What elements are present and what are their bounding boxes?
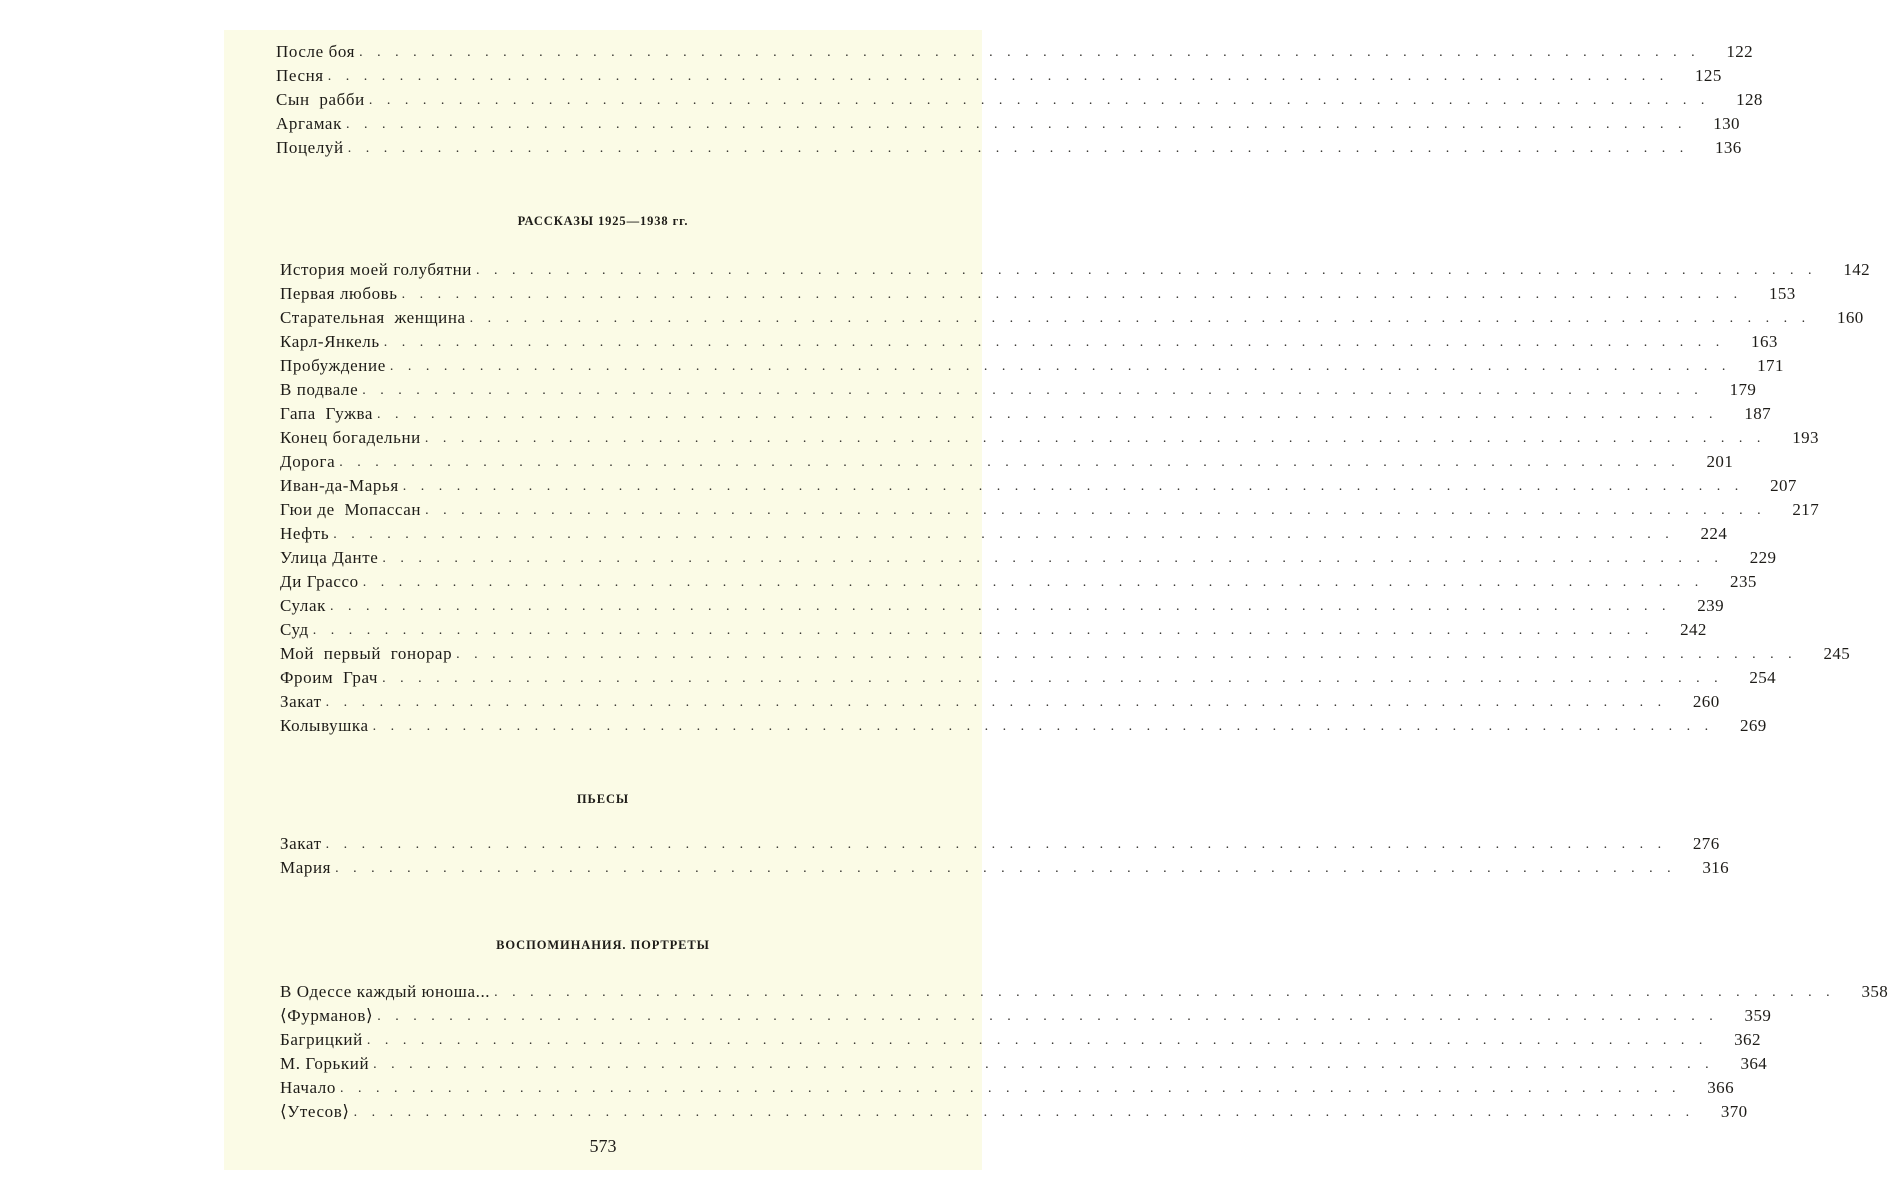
toc-entry-title: Песня (276, 66, 324, 85)
toc-entry (280, 664, 1777, 688)
toc-entry-title: Старательная женщина (280, 308, 466, 327)
toc-entry-page: 316 (1702, 858, 1730, 877)
dot-leader: ........................................................................... (494, 985, 1845, 1000)
dot-leader: ........................................................................... (339, 1081, 1690, 1096)
dot-leader: ........................................................................... (362, 575, 1713, 590)
toc-entry-title: ⟨Фурманов⟩ (280, 1006, 374, 1025)
toc-entry-page: 370 (1720, 1102, 1748, 1121)
toc-entry-title: Первая любовь (280, 284, 398, 303)
toc-entry-page: 235 (1730, 572, 1757, 591)
toc-entry-page: 224 (1700, 524, 1728, 543)
toc-entry-title: Иван-да-Марья (280, 476, 399, 495)
page-number: 573 (589, 1136, 617, 1156)
dot-leader: ........................................................................... (424, 431, 1775, 446)
toc-entry-page: 245 (1823, 644, 1851, 663)
toc-entry (280, 520, 1728, 544)
toc-entry (280, 448, 1734, 472)
toc-entry (280, 830, 1720, 854)
toc-entry-title: Суд (280, 620, 309, 639)
toc-entry-page: 366 (1707, 1078, 1734, 1097)
toc-entry-title: Фроим Грач (280, 668, 379, 687)
toc-entry-page: 136 (1715, 138, 1742, 157)
dot-leader: ........................................................................... (335, 861, 1686, 876)
toc-entry (276, 38, 1754, 62)
dot-leader: ........................................................................... (377, 407, 1728, 422)
toc-entry-title: Мой первый гонорар (280, 644, 453, 663)
book-page (224, 30, 1888, 1170)
toc-entry-title: Конец богадельни (280, 428, 421, 447)
toc-entry (280, 688, 1720, 712)
toc-entry-page: 128 (1736, 90, 1763, 109)
toc-entry (280, 472, 1797, 496)
toc-entry-title: Сулак (280, 596, 326, 615)
dot-leader: ........................................................................... (345, 117, 1696, 132)
dot-leader: ........................................................................... (401, 287, 1752, 302)
toc-entry-page: 207 (1770, 476, 1797, 495)
toc-entry (280, 496, 1820, 520)
toc-entry (280, 328, 1778, 352)
dot-leader: ........................................................................... (456, 647, 1807, 662)
toc-entry-title: Закат (280, 692, 322, 711)
toc-entry-page: 269 (1739, 716, 1767, 735)
toc-entry-title: Пробуждение (280, 356, 386, 375)
toc-entry (276, 86, 1763, 110)
dot-leader: ........................................................................... (476, 263, 1827, 278)
toc-entry-title: Поцелуй (276, 138, 344, 157)
toc-entry-page: 125 (1695, 66, 1722, 85)
toc-entry (276, 110, 1740, 134)
toc-entry (280, 1026, 1761, 1050)
toc-entry-page: 364 (1740, 1054, 1768, 1073)
toc-entry-title: Закат (280, 834, 322, 853)
toc-entry-title: В Одессе каждый юноша... (280, 982, 491, 1001)
toc-entry-page: 171 (1757, 356, 1784, 375)
section-heading: ПЬЕСЫ (576, 792, 630, 806)
toc-entry (280, 640, 1851, 664)
section-heading: РАССКАЗЫ 1925—1938 гг. (517, 214, 689, 228)
toc-entry (280, 1050, 1768, 1074)
toc-entry-page: 362 (1734, 1030, 1761, 1049)
dot-leader: ........................................................................... (362, 383, 1713, 398)
toc-entry-title: После боя (276, 42, 356, 61)
toc-entry (280, 256, 1871, 280)
dot-leader: ........................................................................... (312, 623, 1663, 638)
toc-entry-page: 217 (1792, 500, 1820, 519)
toc-entry (280, 424, 1819, 448)
dot-leader: ........................................................................... (425, 503, 1776, 518)
toc-entry (280, 1002, 1772, 1026)
toc-entry-page: 359 (1744, 1006, 1772, 1025)
dot-leader: ........................................................................... (372, 719, 1723, 734)
toc-entry-page: 276 (1692, 834, 1720, 853)
toc-entry (280, 592, 1724, 616)
toc-entry (280, 400, 1772, 424)
dot-leader: ........................................................................... (359, 45, 1710, 60)
dot-leader: ........................................................................... (325, 695, 1676, 710)
section-heading: ВОСПОМИНАНИЯ. ПОРТРЕТЫ (496, 938, 710, 952)
dot-leader: ........................................................................... (366, 1033, 1717, 1048)
dot-leader: ........................................................................... (339, 455, 1690, 470)
toc-entry-title: Аргамак (276, 114, 342, 133)
toc-entry (280, 1074, 1734, 1098)
toc-entry-title: Мария (280, 858, 332, 877)
dot-leader: ........................................................................... (382, 551, 1733, 566)
toc-entry-title: Дорога (280, 452, 336, 471)
toc-entry (280, 280, 1796, 304)
dot-leader: ........................................................................... (373, 1057, 1724, 1072)
toc-entry (280, 978, 1888, 1002)
dot-leader: ........................................................................... (325, 837, 1676, 852)
dot-leader: ........................................................................... (368, 93, 1719, 108)
dot-leader: ........................................................................... (469, 311, 1820, 326)
toc-entry-page: 260 (1692, 692, 1720, 711)
toc-entry-title: История моей голубятни (280, 260, 473, 279)
toc-entry-page: 193 (1792, 428, 1819, 447)
toc-entry (280, 854, 1730, 878)
dot-leader: ........................................................................... (333, 527, 1684, 542)
dot-leader: ........................................................................... (382, 671, 1733, 686)
dot-leader: ........................................................................... (402, 479, 1753, 494)
toc-entry-page: 187 (1744, 404, 1772, 423)
toc-entry-title: Карл-Янкель (280, 332, 380, 351)
toc-entry (276, 62, 1722, 86)
toc-entry-title: Ди Грассо (280, 572, 359, 591)
toc-entry-title: Гапа Гужва (280, 404, 374, 423)
toc-entry-page: 358 (1861, 982, 1888, 1001)
toc-entry-page: 201 (1706, 452, 1734, 471)
dot-leader: ........................................................................... (377, 1009, 1728, 1024)
toc-entry-page: 130 (1713, 114, 1740, 133)
toc-entry-page: 239 (1697, 596, 1724, 615)
toc-entry-page: 163 (1751, 332, 1778, 351)
toc-entry-page: 242 (1680, 620, 1707, 639)
toc-entry-title: Улица Данте (280, 548, 379, 567)
toc-entry (276, 134, 1742, 158)
toc-entry-page: 153 (1768, 284, 1796, 303)
toc-entry-page: 229 (1749, 548, 1777, 567)
toc-entry (280, 304, 1864, 328)
toc-entry-title: М. Горький (280, 1054, 370, 1073)
dot-leader: ........................................................................... (347, 141, 1698, 156)
dot-leader: ........................................................................... (327, 69, 1678, 84)
toc-entry-title: Сын рабби (276, 90, 365, 109)
toc-entry-page: 122 (1726, 42, 1754, 61)
toc-entry (280, 616, 1707, 640)
toc-entry-page: 160 (1836, 308, 1864, 327)
toc-entry-title: В подвале (280, 380, 359, 399)
toc-entry-title: Нефть (280, 524, 330, 543)
toc-entry-title: Колывушка (280, 716, 369, 735)
toc-entry (280, 352, 1784, 376)
toc-entry (280, 568, 1757, 592)
toc-entry (280, 376, 1757, 400)
dot-leader: ........................................................................... (353, 1105, 1704, 1120)
dot-leader: ........................................................................... (329, 599, 1680, 614)
toc-entry-title: Багрицкий (280, 1030, 363, 1049)
toc-entry-title: ⟨Утесов⟩ (280, 1102, 350, 1121)
toc-entry-page: 179 (1729, 380, 1757, 399)
toc-entry-page: 254 (1749, 668, 1777, 687)
dot-leader: ........................................................................... (383, 335, 1734, 350)
dot-leader: ........................................................................... (389, 359, 1740, 374)
toc-entry-title: Начало (280, 1078, 336, 1097)
toc-entry (280, 1098, 1748, 1122)
toc-entry-title: Гюи де Мопассан (280, 500, 422, 519)
toc-entry (280, 544, 1777, 568)
toc-entry (280, 712, 1767, 736)
toc-entry-page: 142 (1843, 260, 1871, 279)
